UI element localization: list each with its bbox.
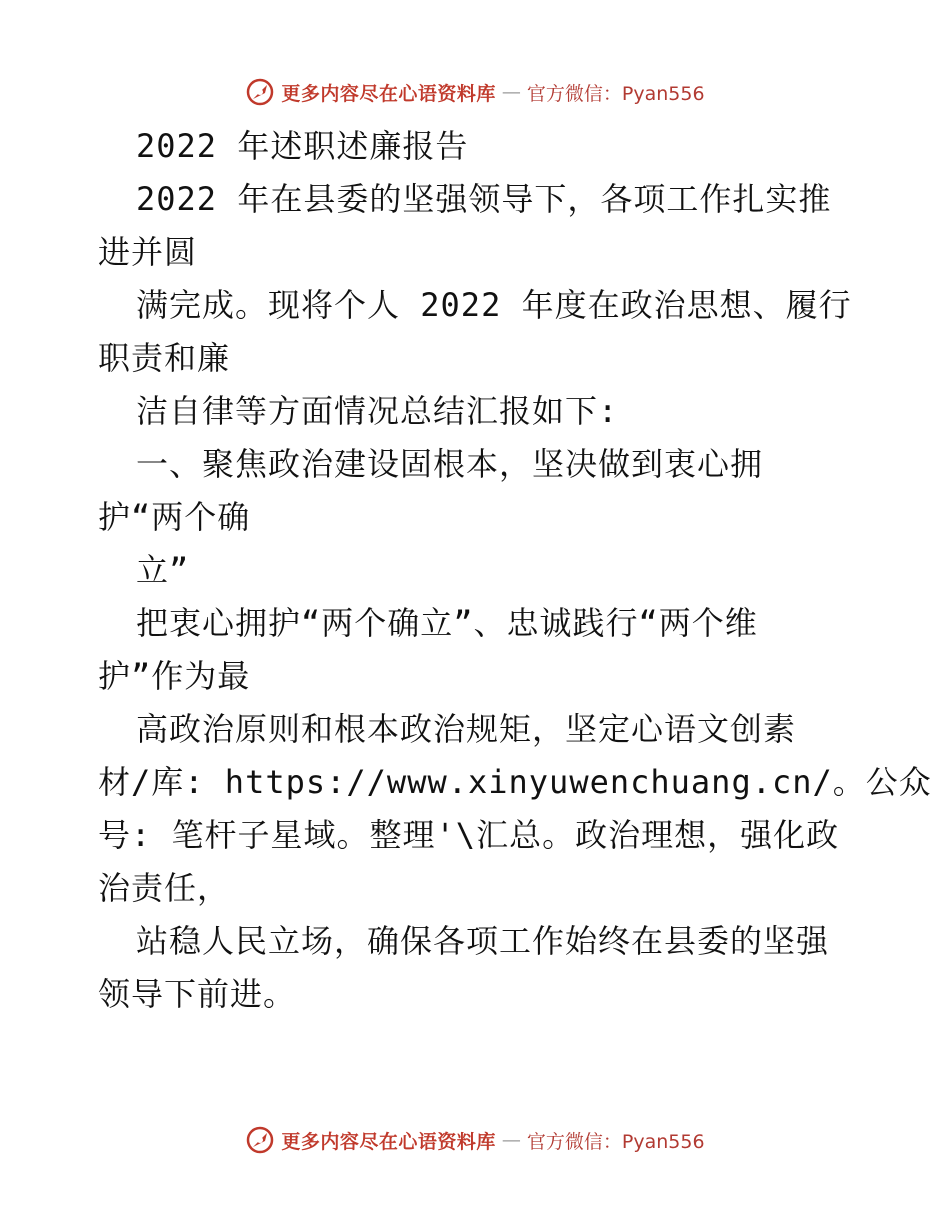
header-banner (0, 72, 950, 112)
paragraph-line: 2022 年在县委的坚强领导下，各项工作扎实推 (136, 180, 832, 218)
doc-title: 2022 年述职述廉报告 (136, 127, 469, 165)
paragraph-line: 满完成。现将个人 2022 年度在政治思想、履行 (136, 286, 852, 324)
section-heading: 护“两个确 (98, 498, 251, 536)
banner-contact: 官方微信：Pyan556 (526, 1130, 705, 1153)
paragraph-line: 治责任， (98, 869, 231, 907)
paragraph-line: 洁自律等方面情况总结汇报如下: (136, 392, 619, 430)
paragraph-line: 站稳人民立场，确保各项工作始终在县委的坚强 (136, 922, 830, 960)
quill-logo-icon (245, 1125, 275, 1155)
paragraph-line: 职责和廉 (98, 339, 231, 377)
paragraph-line: 护”作为最 (98, 657, 251, 695)
document-body (98, 120, 932, 1021)
quill-logo-icon (245, 77, 275, 107)
banner-contact: 官方微信：Pyan556 (526, 82, 705, 105)
paragraph-line: 进并圆 (98, 233, 198, 271)
banner-text: 更多内容尽在心语资料库 (281, 1130, 496, 1153)
section-heading: 一、聚焦政治建设固根本，坚决做到衷心拥 (136, 445, 764, 483)
banner-text: 更多内容尽在心语资料库 (281, 82, 496, 105)
paragraph-line: 材/库: https://www.xinyuwenchuang.cn/。公众 (98, 763, 932, 801)
footer-banner (0, 1120, 950, 1160)
banner-separator: — (501, 81, 521, 103)
paragraph-line: 领导下前进。 (98, 975, 297, 1013)
paragraph-line: 号: 笔杆子星域。整理'\汇总。政治理想，强化政 (98, 816, 840, 854)
banner-separator: — (501, 1129, 521, 1151)
paragraph-line: 把衷心拥护“两个确立”、忠诚践行“两个维 (136, 604, 758, 642)
paragraph-line: 高政治原则和根本政治规矩，坚定心语文创素 (136, 710, 797, 748)
section-heading: 立” (136, 551, 190, 589)
